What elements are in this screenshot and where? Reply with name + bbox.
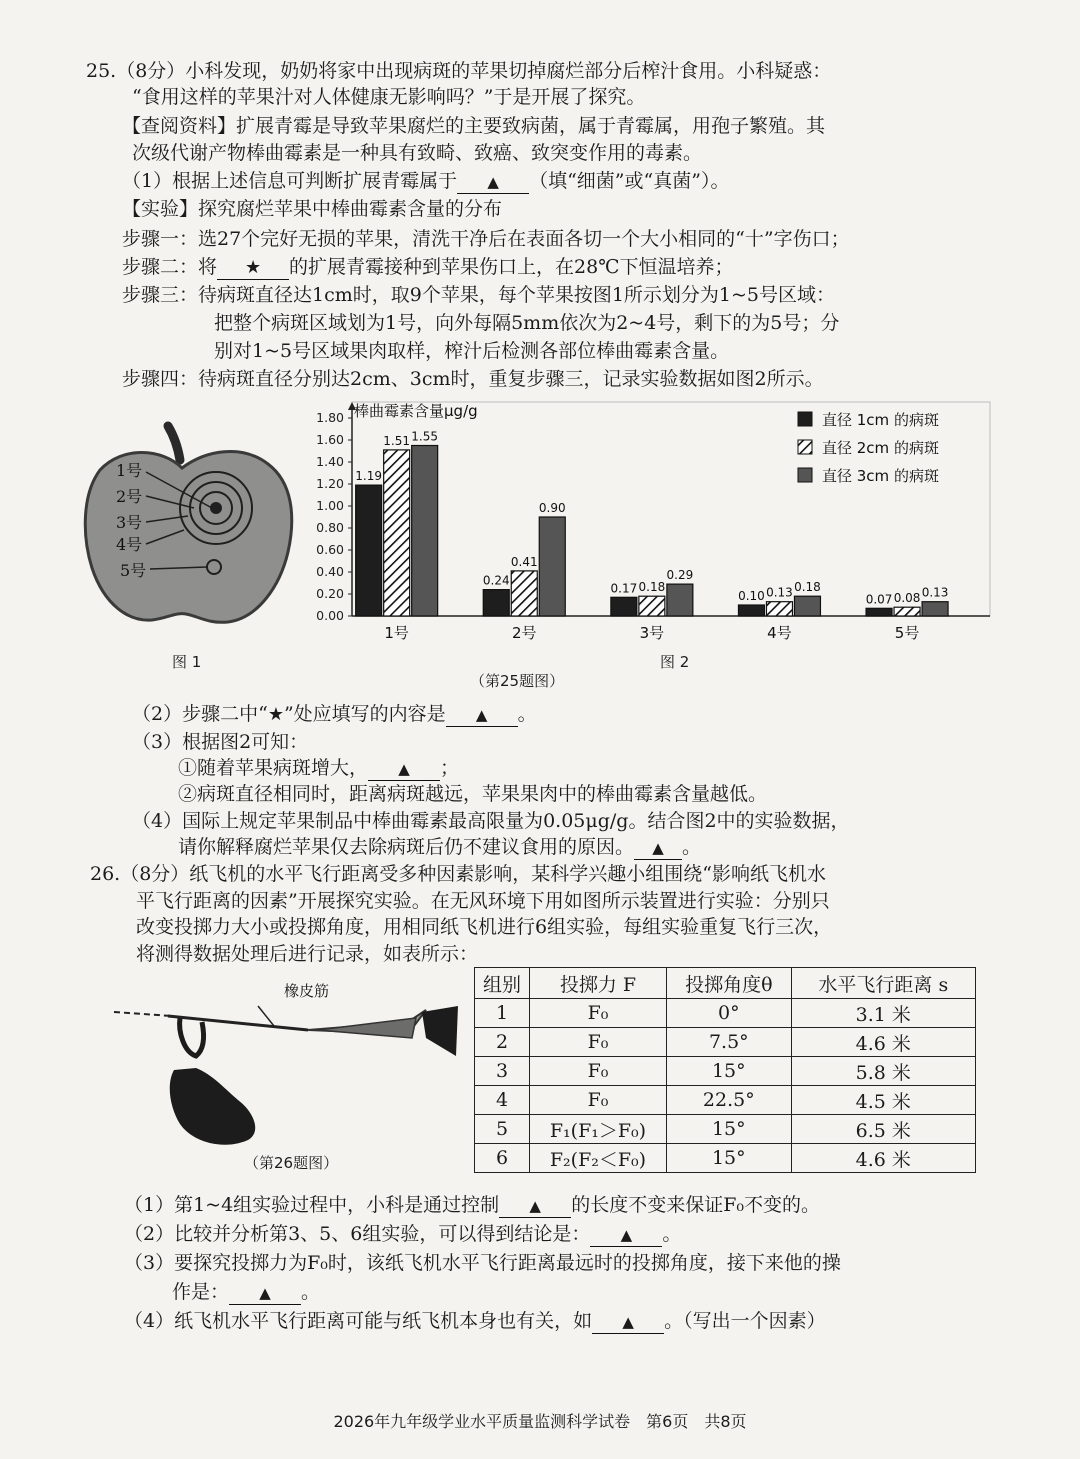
q26-subq-4-post: 。（写出一个因素） <box>664 1310 826 1332</box>
bar-2-3 <box>639 596 665 616</box>
q25-fig-caption: （第25题图） <box>470 672 565 690</box>
table-row <box>475 1144 976 1173</box>
cell-angle: 0° <box>666 999 791 1028</box>
cell-distance: 5.8 米 <box>791 1057 975 1086</box>
q25-subq-4b <box>178 834 701 860</box>
category-label: 3号 <box>639 624 665 642</box>
q25-step-2 <box>122 254 733 280</box>
hand-silhouette <box>170 1068 255 1145</box>
cell-angle: 15° <box>666 1144 791 1173</box>
triangle-mark: ▲ <box>529 1197 541 1215</box>
cell-group: 6 <box>475 1144 530 1173</box>
legend-swatch <box>798 440 812 454</box>
q26-subq-3b-text: 作是： <box>172 1281 230 1303</box>
semicolon-mark: ； <box>440 757 460 779</box>
legend-label: 直径 2cm 的病斑 <box>822 439 939 457</box>
page-footer: 2026年九年级学业水平质量监测科学试卷 第6页 共8页 <box>333 1412 747 1431</box>
launch-rail <box>168 1016 308 1030</box>
launcher-figure <box>108 974 468 1154</box>
chart-plot <box>316 402 990 642</box>
cell-force: F₂(F₂＜F₀) <box>529 1144 666 1173</box>
cell-group: 5 <box>475 1115 530 1144</box>
answer-blank[interactable] <box>229 1281 301 1305</box>
bar-value-label: 1.19 <box>355 469 383 484</box>
category-label: 4号 <box>767 624 792 642</box>
bar-value-label: 0.17 <box>610 581 638 596</box>
q26-subq-4-pre: （4）纸飞机水平飞行距离可能与纸飞机本身也有关，如 <box>124 1310 593 1332</box>
triangle-mark: ▲ <box>398 760 410 778</box>
cell-angle: 7.5° <box>666 1028 791 1057</box>
track-dashed <box>114 1012 172 1016</box>
answer-blank[interactable] <box>592 1310 664 1334</box>
cell-group: 3 <box>475 1057 530 1086</box>
y-tick-label: 0.00 <box>316 608 344 623</box>
y-tick-label: 1.40 <box>316 454 344 469</box>
answer-blank[interactable] <box>446 703 518 727</box>
q25-step-4: 步骤四：待病斑直径分别达2cm、3cm时，重复步骤三，记录实验数据如图2所示。 <box>122 368 824 390</box>
cell-force: F₀ <box>529 1057 666 1086</box>
bar-3-2 <box>539 517 565 616</box>
cell-force: F₀ <box>529 1086 666 1115</box>
q25-subq-3-1-text: ①随着苹果病斑增大， <box>178 757 369 779</box>
q25-subq-1 <box>122 168 729 194</box>
q26-fig-caption: （第26题图） <box>244 1154 339 1172</box>
bar-3-4 <box>794 596 820 616</box>
y-tick-label: 0.20 <box>316 586 344 601</box>
bar-3-1 <box>412 446 438 617</box>
apple-stem <box>168 426 180 460</box>
y-tick-label: 0.80 <box>316 520 344 535</box>
bar-2-2 <box>511 571 537 616</box>
bar-1-2 <box>483 590 509 616</box>
bar-chart <box>300 398 1000 660</box>
category-label: 1号 <box>384 624 409 642</box>
q25-exp-title: 【实验】探究腐烂苹果中棒曲霉素含量的分布 <box>122 198 503 220</box>
bar-value-label: 0.18 <box>638 580 666 595</box>
bar-value-label: 0.13 <box>766 585 793 600</box>
table-row <box>475 1057 976 1086</box>
q25-step-2-pre: 步骤二：将 <box>122 256 218 278</box>
launcher-handle <box>422 1006 458 1056</box>
cell-group: 4 <box>475 1086 530 1115</box>
triangle-mark: ▲ <box>475 706 488 724</box>
triangle-mark: ▲ <box>259 1284 271 1302</box>
q25-line-4: 次级代谢产物棒曲霉素是一种具有致畸、致癌、致突变作用的毒素。 <box>132 142 703 164</box>
y-tick-label: 1.60 <box>316 432 344 447</box>
legend-label: 直径 3cm 的病斑 <box>822 467 939 485</box>
cell-angle: 15° <box>666 1115 791 1144</box>
triangle-mark: ▲ <box>652 839 664 857</box>
y-tick-label: 1.80 <box>316 410 344 425</box>
q26-line-2: 平飞行距离的因素”开展探究实验。在无风环境下用如图所示装置进行实验：分别只 <box>136 890 830 912</box>
rubber-leader <box>258 1006 274 1026</box>
q25-subq-3-2: ②病斑直径相同时，距离病斑越远，苹果果肉中的棒曲霉素含量越低。 <box>178 783 768 805</box>
hand-fingers <box>180 1018 204 1056</box>
bar-1-1 <box>356 485 382 616</box>
cell-distance: 3.1 米 <box>791 999 975 1028</box>
star-mark: ★ <box>267 704 284 725</box>
bar-2-1 <box>384 450 410 616</box>
bar-2-5 <box>894 607 920 616</box>
experiment-table <box>474 967 976 1173</box>
period-mark: 。 <box>301 1281 321 1303</box>
bar-value-label: 0.13 <box>921 585 949 600</box>
category-label: 5号 <box>894 624 920 642</box>
region-label-5: 5号 <box>120 561 147 580</box>
q26-subq-1 <box>124 1192 820 1218</box>
q25-step-3b: 把整个病斑区域划为1号，向外每隔5mm依次为2~4号，剩下的为5号；分 <box>214 312 840 334</box>
bar-value-label: 0.18 <box>794 580 821 595</box>
q25-subq-2 <box>132 701 537 728</box>
q26-line-1: 26.（8分）纸飞机的水平飞行距离受多种因素影响，某科学兴趣小组围绕“影响纸飞机水 <box>90 863 827 885</box>
paper-plane-wing <box>318 1018 416 1038</box>
cell-force: F₀ <box>529 999 666 1028</box>
bar-1-4 <box>738 605 764 616</box>
period-mark: 。 <box>662 1223 682 1245</box>
header-distance: 水平飞行距离 s <box>791 968 975 999</box>
header-force: 投掷力 F <box>529 968 666 999</box>
bar-value-label: 0.90 <box>538 501 566 515</box>
q25-subq-4a: （4）国际上规定苹果制品中棒曲霉素最高限量为0.05μg/g。结合图2中的实验数据， <box>132 810 850 832</box>
q25-subq-2-pre: （2）步骤二中“ <box>132 703 268 725</box>
bar-value-label: 0.24 <box>482 573 510 588</box>
cell-group: 2 <box>475 1028 530 1057</box>
q25-subq-3: （3）根据图2可知： <box>132 731 309 753</box>
region-label-4: 4号 <box>116 535 143 554</box>
q25-subq-3-1 <box>178 755 459 781</box>
cell-force: F₀ <box>529 1028 666 1057</box>
bar-value-label: 0.10 <box>738 589 765 603</box>
cell-distance: 6.5 米 <box>791 1115 975 1144</box>
cell-group: 1 <box>475 999 530 1028</box>
q26-subq-3b <box>172 1279 320 1305</box>
q26-subq-4 <box>124 1308 826 1334</box>
table-row <box>475 1086 976 1115</box>
answer-blank[interactable] <box>368 757 440 781</box>
bar-1-5 <box>866 608 892 616</box>
y-tick-label: 0.40 <box>316 564 344 579</box>
star-mark: ★ <box>244 257 262 278</box>
cell-distance: 4.5 米 <box>791 1086 975 1115</box>
q25-step-3a: 步骤三：待病斑直径达1cm时，取9个苹果，每个苹果按图1所示划分为1~5号区域： <box>122 284 836 306</box>
q25-line-1: 25.（8分）小科发现，奶奶将家中出现病斑的苹果切掉腐烂部分后榨汁食用。小科疑惑： <box>86 60 832 82</box>
bar-1-3 <box>611 597 637 616</box>
q26-line-3: 改变投掷力大小或投掷角度，用相同纸飞机进行6组实验，每组实验重复飞行三次， <box>136 916 833 938</box>
bar-value-label: 0.41 <box>510 554 538 569</box>
star-blank[interactable] <box>217 256 289 280</box>
answer-blank[interactable] <box>499 1194 571 1218</box>
q25-step-2-post: 的扩展青霉接种到苹果伤口上，在28℃下恒温培养； <box>289 256 734 278</box>
triangle-mark: ▲ <box>620 1226 633 1244</box>
q25-line-2: “食用这样的苹果汁对人体健康无影响吗？”于是开展了探究。 <box>132 86 646 108</box>
region-label-1: 1号 <box>116 461 143 480</box>
q25-subq-1-hint: （填“细菌”或“真菌”）。 <box>529 170 730 192</box>
answer-blank[interactable] <box>634 836 682 860</box>
fig1-caption: 图 1 <box>172 653 202 671</box>
table-row <box>475 1028 976 1057</box>
answer-blank[interactable] <box>590 1223 662 1247</box>
rubber-band-label: 橡皮筋 <box>284 982 330 1000</box>
bar-value-label: 1.51 <box>383 433 411 448</box>
q26-subq-2 <box>124 1221 681 1247</box>
bar-value-label: 0.29 <box>666 568 694 583</box>
q25-subq-2-post: ”处应填写的内容是 <box>283 703 446 725</box>
q25-subq-4b-text: 请你解释腐烂苹果仅去除病斑后仍不建议食用的原因。 <box>178 836 635 858</box>
apple-figure <box>82 418 300 630</box>
q25-step-3c: 别对1~5号区域果肉取样，榨汁后检测各部位棒曲霉素含量。 <box>214 340 730 362</box>
cell-distance: 4.6 米 <box>791 1028 975 1057</box>
y-tick-label: 1.20 <box>316 476 344 491</box>
y-axis-title: 棒曲霉素含量μg/g <box>354 402 478 420</box>
q26-line-4: 将测得数据处理后进行记录，如表所示： <box>136 943 479 965</box>
bar-value-label: 1.55 <box>411 429 439 444</box>
bar-value-label: 0.07 <box>865 592 893 607</box>
q25-step-1: 步骤一：选27个完好无损的苹果，清洗干净后在表面各切一个大小相同的“十”字伤口； <box>122 228 850 250</box>
answer-blank[interactable] <box>457 170 529 194</box>
period-mark: 。 <box>517 703 537 725</box>
triangle-mark: ▲ <box>487 173 499 191</box>
legend-swatch <box>798 468 812 482</box>
bar-value-label: 0.08 <box>893 591 921 606</box>
cell-angle: 22.5° <box>666 1086 791 1115</box>
fig2-caption: 图 2 <box>660 653 690 671</box>
q26-subq-1-post: 的长度不变来保证F₀不变的。 <box>571 1194 820 1216</box>
bar-3-5 <box>922 602 948 616</box>
legend-swatch <box>798 412 812 426</box>
y-tick-label: 1.00 <box>316 498 344 513</box>
region-label-3: 3号 <box>116 513 143 532</box>
q25-subq-1-text: （1）根据上述信息可判断扩展青霉属于 <box>122 170 458 192</box>
bar-3-3 <box>667 584 693 616</box>
category-label: 2号 <box>511 624 537 642</box>
header-group: 组别 <box>475 968 530 999</box>
table-row <box>475 1115 976 1144</box>
table-row <box>475 999 976 1028</box>
legend-label: 直径 1cm 的病斑 <box>822 411 939 429</box>
q26-subq-2-text: （2）比较并分析第3、5、6组实验，可以得到结论是： <box>124 1223 591 1245</box>
q26-subq-3a: （3）要探究投掷力为F₀时，该纸飞机水平飞行距离最远时的投掷角度，接下来他的操 <box>124 1252 841 1274</box>
bar-2-4 <box>766 602 792 616</box>
cell-force: F₁(F₁＞F₀) <box>529 1115 666 1144</box>
triangle-mark: ▲ <box>622 1313 634 1331</box>
header-angle: 投掷角度θ <box>666 968 791 999</box>
period-mark: 。 <box>682 836 702 858</box>
q26-subq-1-pre: （1）第1~4组实验过程中，小科是通过控制 <box>124 1194 500 1216</box>
y-tick-label: 0.60 <box>316 542 344 557</box>
cell-angle: 15° <box>666 1057 791 1086</box>
region-label-2: 2号 <box>116 487 143 506</box>
cell-distance: 4.6 米 <box>791 1144 975 1173</box>
table-header-row <box>475 968 976 999</box>
q25-line-3: 【查阅资料】扩展青霉是导致苹果腐烂的主要致病菌，属于青霉属，用孢子繁殖。其 <box>122 115 826 137</box>
